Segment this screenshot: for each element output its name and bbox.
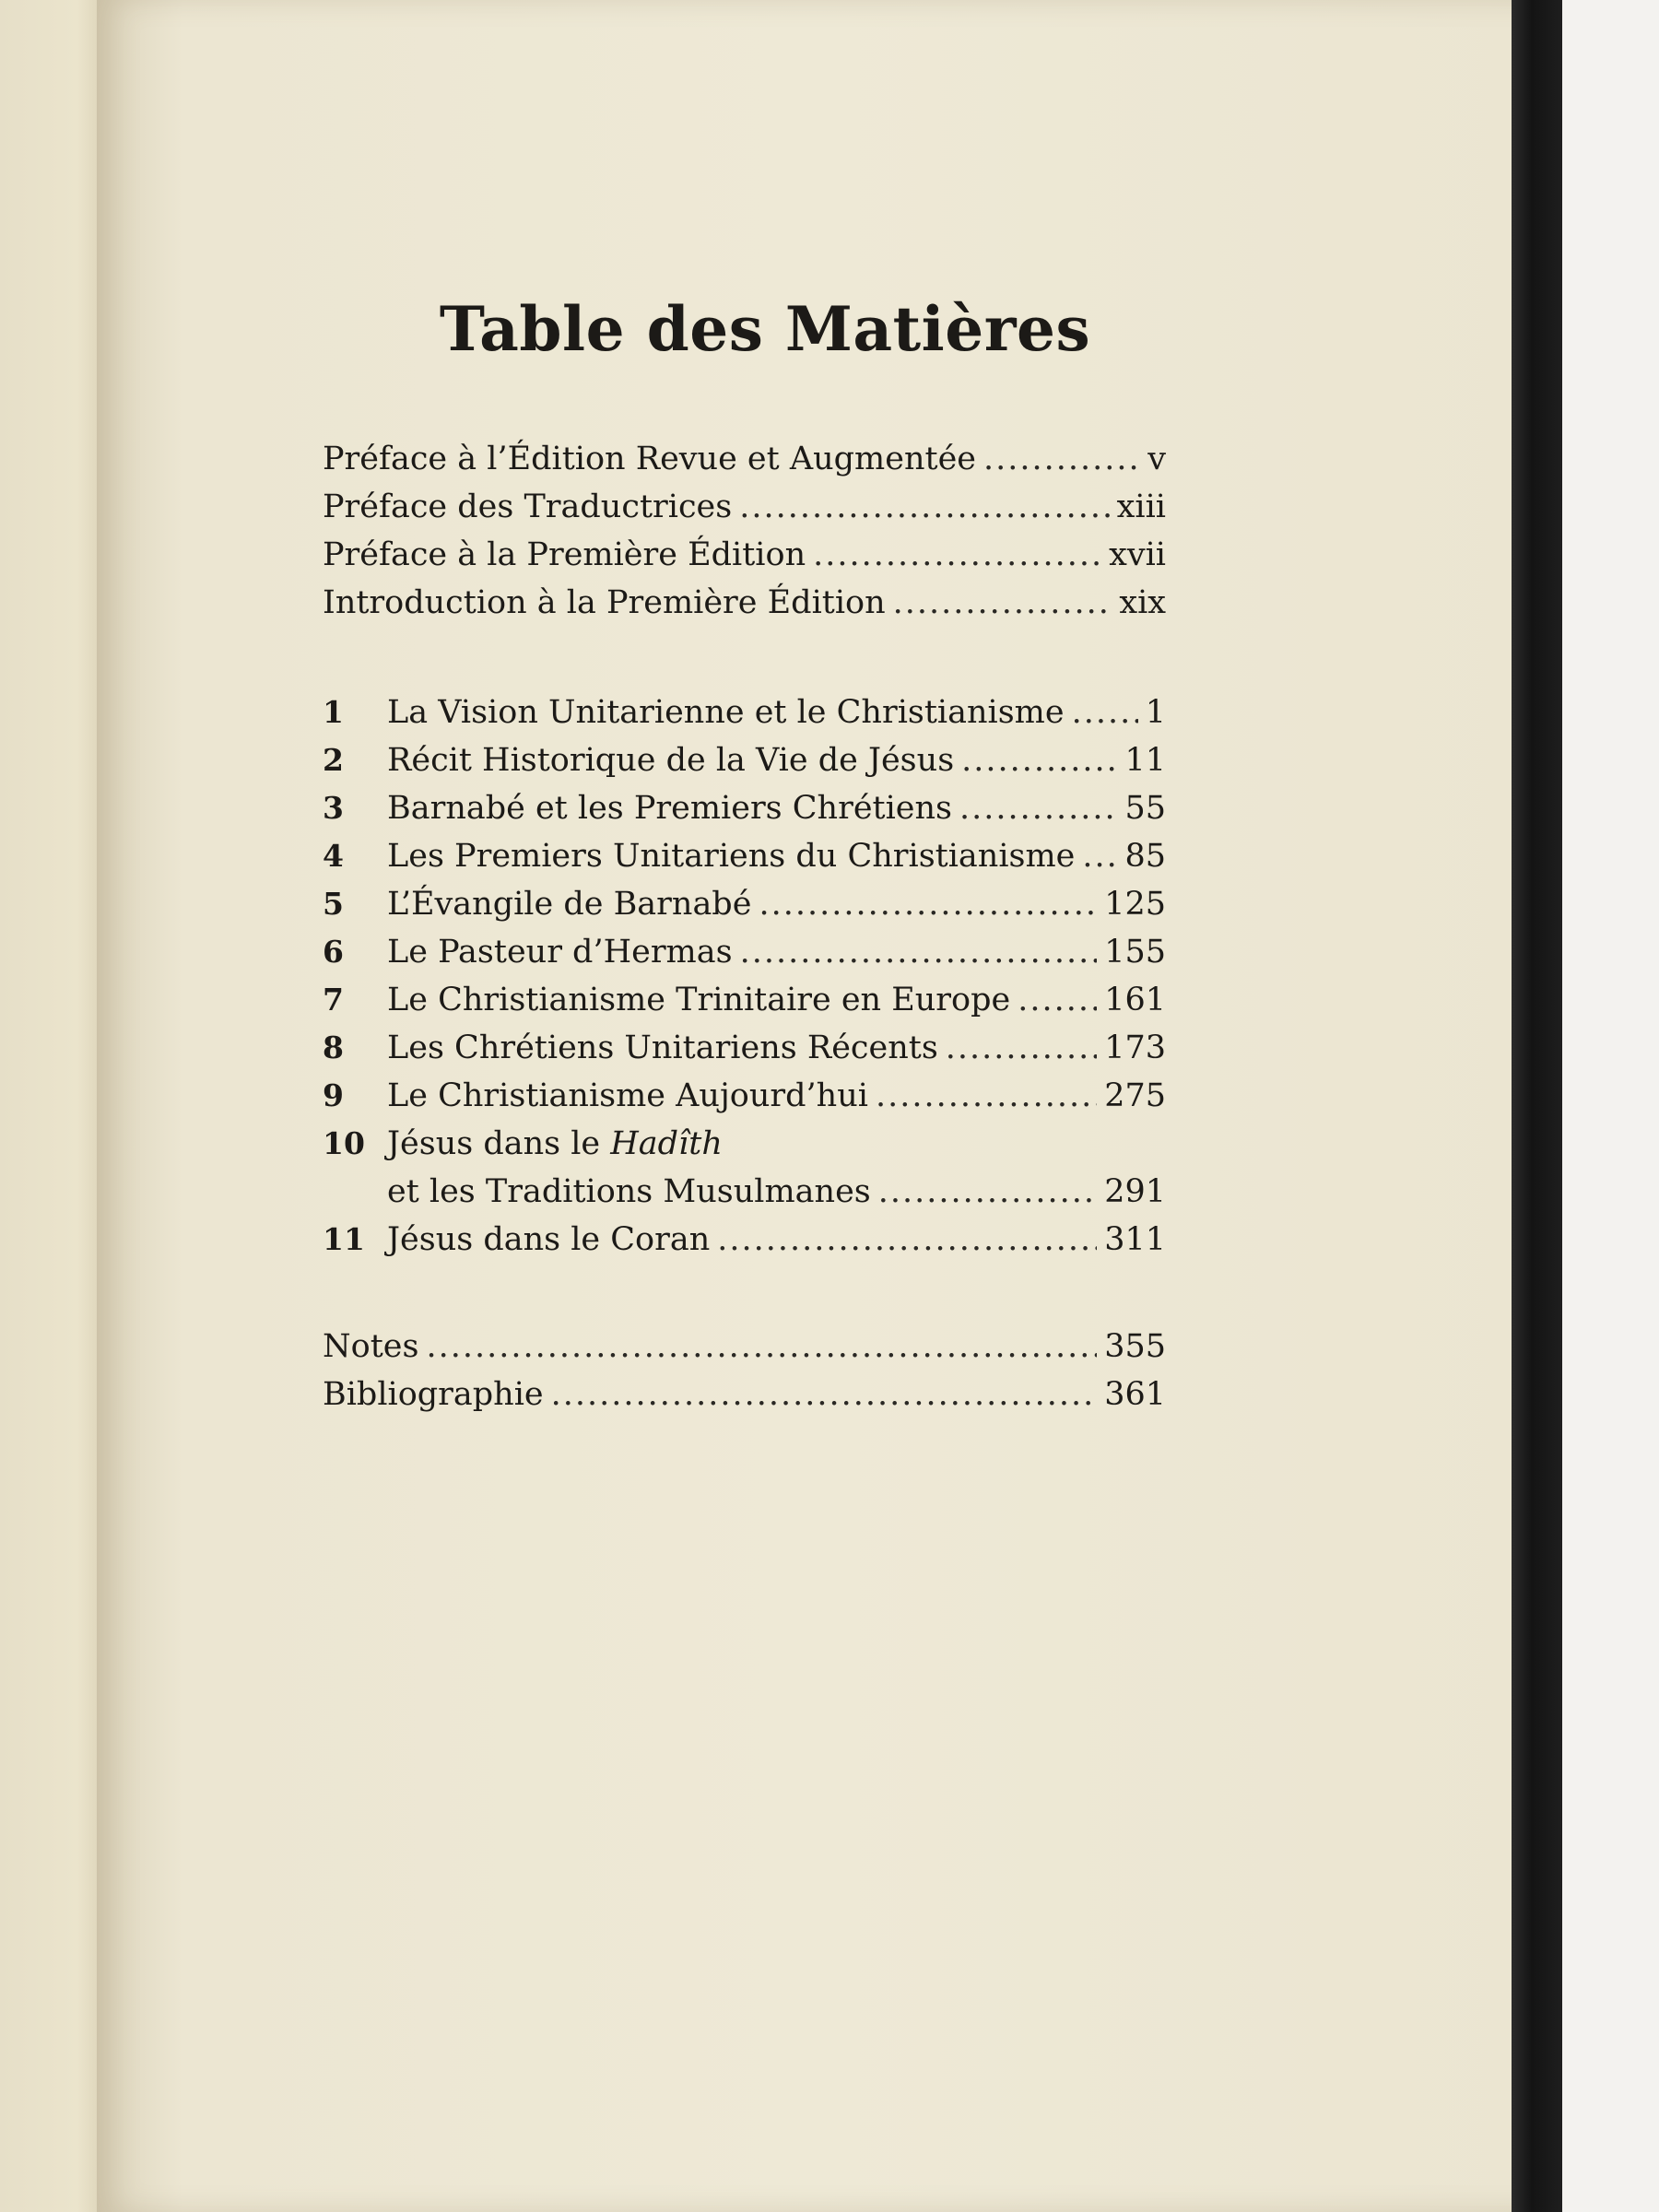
toc-entry-label: L’Évangile de Barnabé <box>387 886 752 923</box>
toc-entry-page: 275 <box>1104 1077 1166 1114</box>
toc-entry-label: Notes <box>323 1328 419 1365</box>
chapter-number: 6 <box>323 934 344 970</box>
toc-entry-label: Le Christianisme Trinitaire en Europe <box>387 982 1011 1018</box>
dot-leader <box>1018 976 1097 1024</box>
dot-leader <box>759 880 1097 928</box>
toc-entry-page: 11 <box>1124 742 1166 779</box>
toc-entry-page: xvii <box>1109 536 1166 573</box>
toc-entry-page: 1 <box>1145 694 1166 731</box>
chapter-number: 5 <box>323 886 344 922</box>
dot-leader <box>946 1024 1097 1072</box>
toc-entry-page: 55 <box>1124 790 1166 827</box>
dot-leader <box>961 736 1117 784</box>
toc-chapter-3 <box>323 784 1166 832</box>
dot-leader <box>1072 688 1138 736</box>
chapter-number: 3 <box>323 790 344 826</box>
chapter-number: 10 <box>323 1125 365 1161</box>
toc-chapter-9 <box>323 1072 1166 1120</box>
toc-chapter-10-continued <box>323 1168 1166 1216</box>
dot-leader <box>739 483 1109 531</box>
toc-chapter-2 <box>323 736 1166 784</box>
toc-entry-label: Bibliographie <box>323 1376 544 1413</box>
toc-entry-label: Préface à la Première Édition <box>323 536 806 573</box>
dot-leader <box>1082 832 1117 880</box>
toc-entry-label: Barnabé et les Premiers Chrétiens <box>387 790 953 827</box>
page-title: Table des Matières <box>439 293 1091 365</box>
toc-entry-page: v <box>1147 441 1166 477</box>
chapter-number: 2 <box>323 742 344 778</box>
toc-entry-page: 125 <box>1104 886 1166 923</box>
toc-chapter-6 <box>323 928 1166 976</box>
toc-entry-label: Le Pasteur d’Hermas <box>387 934 733 971</box>
dot-leader <box>878 1168 1097 1216</box>
chapter-number: 11 <box>323 1221 365 1257</box>
toc-entry-label: Les Premiers Unitariens du Christianisme <box>387 838 1076 875</box>
toc-entry-label: Préface à l’Édition Revue et Augmentée <box>323 441 976 477</box>
chapter-number: 7 <box>323 982 344 1018</box>
toc-chapter-10 <box>323 1120 1166 1168</box>
toc-entry-label: Introduction à la Première Édition <box>323 584 886 621</box>
chapter-number: 8 <box>323 1030 344 1065</box>
toc-entry-front-2 <box>323 483 1166 531</box>
dot-leader <box>959 784 1117 832</box>
dot-leader <box>717 1216 1097 1264</box>
toc-entry-label: Préface des Traductrices <box>323 488 733 525</box>
toc-chapter-4 <box>323 832 1166 880</box>
toc-chapter-11 <box>323 1216 1166 1264</box>
toc-entry-page: 173 <box>1104 1030 1166 1066</box>
toc-entry-label <box>387 1120 723 1168</box>
section-gap <box>323 1264 1166 1323</box>
dot-leader <box>551 1371 1098 1418</box>
toc-entry-label: La Vision Unitarienne et le Christianisme <box>387 694 1065 731</box>
toc-entry-page: 155 <box>1104 934 1166 971</box>
toc-entry-front-1 <box>323 435 1166 483</box>
dot-leader <box>813 531 1101 579</box>
toc-entry-back-1 <box>323 1323 1166 1371</box>
toc-entry-front-3 <box>323 531 1166 579</box>
toc-chapter-5 <box>323 880 1166 928</box>
toc-entry-page: 355 <box>1104 1328 1166 1365</box>
dot-leader <box>893 579 1112 627</box>
dot-leader <box>740 928 1098 976</box>
toc-entry-page: 161 <box>1104 982 1166 1018</box>
dot-leader <box>983 435 1140 483</box>
toc-entry-back-2 <box>323 1371 1166 1418</box>
section-gap <box>323 627 1166 688</box>
toc-chapter-8 <box>323 1024 1166 1072</box>
toc-entry-label: et les Traditions Musulmanes <box>387 1173 871 1210</box>
toc-chapter-7 <box>323 976 1166 1024</box>
toc-entry-page: 291 <box>1104 1173 1166 1210</box>
toc-entry-page: 311 <box>1104 1221 1166 1258</box>
dot-leader <box>426 1323 1097 1371</box>
chapter-number: 1 <box>323 694 344 730</box>
chapter-number: 9 <box>323 1077 344 1113</box>
toc-entry-label: Les Chrétiens Unitariens Récents <box>387 1030 938 1066</box>
toc-entry-front-4 <box>323 579 1166 627</box>
dot-leader <box>876 1072 1097 1120</box>
label-italic: Hadîth <box>610 1125 723 1162</box>
chapter-number: 4 <box>323 838 344 874</box>
toc-chapter-1 <box>323 688 1166 736</box>
toc-entry-page: xix <box>1119 584 1166 621</box>
toc-entry-page: 85 <box>1124 838 1166 875</box>
toc-entry-label: Le Christianisme Aujourd’hui <box>387 1077 868 1114</box>
table-of-contents <box>323 435 1166 1418</box>
toc-entry-page: 361 <box>1104 1376 1166 1413</box>
toc-entry-label: Jésus dans le Coran <box>387 1221 711 1258</box>
toc-entry-label: Récit Historique de la Vie de Jésus <box>387 742 955 779</box>
label-text: Jésus dans le <box>387 1125 611 1162</box>
toc-entry-page: xiii <box>1116 488 1166 525</box>
